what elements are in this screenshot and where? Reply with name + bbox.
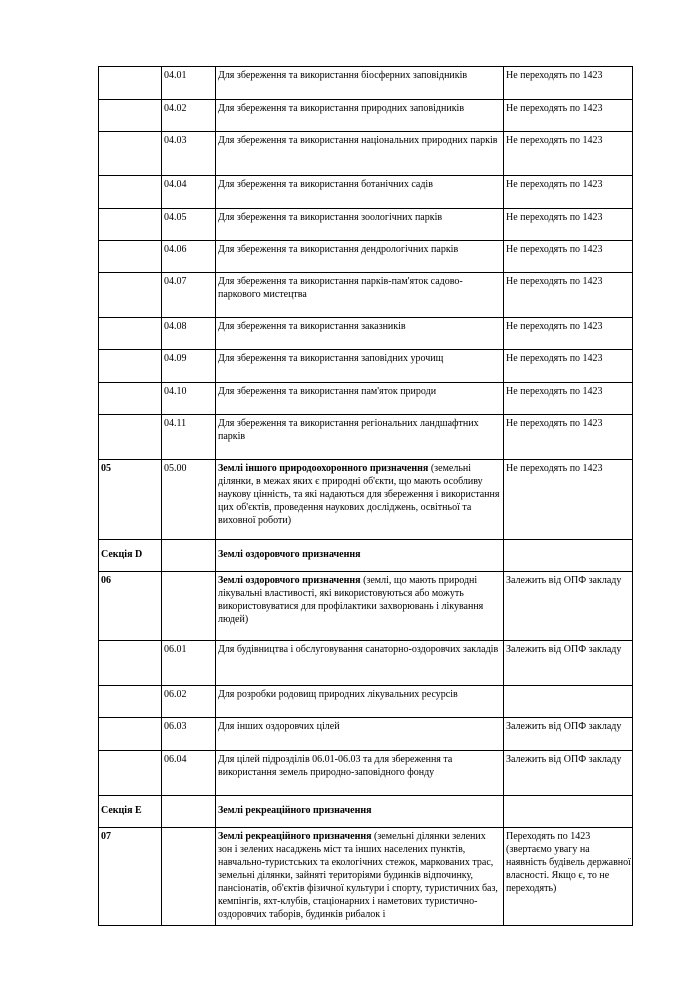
note-cell (504, 796, 633, 828)
table-row (99, 209, 633, 241)
description-cell (216, 415, 504, 460)
code-label: 05.00 (164, 463, 187, 474)
note-text: Не переходять по 1423 (506, 135, 603, 146)
code-cell (162, 67, 216, 100)
section-cell (99, 318, 162, 350)
note-cell (504, 132, 633, 176)
category-title: Землі іншого природоохоронного призначення (218, 463, 429, 474)
section-cell (99, 132, 162, 176)
table-row (99, 176, 633, 209)
note-text: Не переходять по 1423 (506, 276, 603, 287)
section-label: Секція E (101, 805, 142, 816)
note-cell (504, 572, 633, 641)
code-cell (162, 176, 216, 209)
description-text: Для інших оздоровчих цілей (218, 721, 340, 732)
code-cell (162, 241, 216, 273)
description-cell (216, 350, 504, 383)
code-label: 06.03 (164, 721, 187, 732)
code-cell (162, 828, 216, 926)
description-text: Для збереження та використання національних природних парків (218, 135, 498, 146)
description-text: Для збереження та використання заказників (218, 321, 406, 332)
description-cell (216, 686, 504, 718)
note-cell (504, 100, 633, 132)
section-cell (99, 100, 162, 132)
description-text: (землі, що мають природні лікувальні властивості, які використовуються або можуть використовуватися для профілактики захворювань і лікування людей) (218, 575, 484, 625)
section-cell (99, 572, 162, 641)
note-text: Залежить від ОПФ закладу (506, 644, 622, 655)
note-cell (504, 686, 633, 718)
table-row (99, 572, 633, 641)
code-label: 04.02 (164, 103, 187, 114)
note-text: Не переходять по 1423 (506, 418, 603, 429)
code-cell (162, 100, 216, 132)
note-text: Не переходять по 1423 (506, 353, 603, 364)
description-cell (216, 100, 504, 132)
description-cell (216, 241, 504, 273)
section-cell (99, 350, 162, 383)
description-cell (216, 132, 504, 176)
description-text: Для збереження та використання зоологічних парків (218, 212, 443, 223)
section-cell (99, 415, 162, 460)
section-cell (99, 828, 162, 926)
table-row (99, 828, 633, 926)
section-cell (99, 460, 162, 540)
code-cell (162, 572, 216, 641)
note-cell (504, 415, 633, 460)
section-cell (99, 209, 162, 241)
table-row (99, 350, 633, 383)
description-text: (земельні ділянки зелених зон і зелених насаджень міст та інших населених пунктів, навчально-туристських та екологічних стежок, маркованих трас, земельні ділянки, зайняті територіями будинків відпочинку, пансіонатів, об'єктів фізичної культури і спорту, туристичних баз, кемпінгів, яхт-клубів, стаціонарних і наметових туристично-оздоровчих таборів, будинків рибалок і (218, 831, 498, 920)
section-cell (99, 241, 162, 273)
section-cell (99, 641, 162, 686)
code-cell (162, 350, 216, 383)
table-body (99, 67, 633, 926)
table-row (99, 718, 633, 751)
description-cell (216, 460, 504, 540)
description-text: Для будівництва і обслуговування санаторно-оздоровчих закладів (218, 644, 499, 655)
section-cell (99, 176, 162, 209)
description-cell (216, 796, 504, 828)
note-cell (504, 460, 633, 540)
description-text: Для цілей підрозділів 06.01-06.03 та для збереження та використання земель природно-заповідного фонду (218, 754, 453, 778)
note-cell (504, 540, 633, 572)
table-row (99, 100, 633, 132)
description-text: Для збереження та використання пам'яток природи (218, 386, 437, 397)
description-text: Для збереження та використання заповідних урочищ (218, 353, 444, 364)
code-cell (162, 415, 216, 460)
code-label: 04.04 (164, 179, 187, 190)
section-label: 06 (101, 575, 111, 586)
description-cell (216, 641, 504, 686)
land-classification-table (98, 66, 633, 926)
note-cell (504, 209, 633, 241)
code-label: 04.03 (164, 135, 187, 146)
section-label: Секція D (101, 549, 143, 560)
description-text: Для збереження та використання дендрологічних парків (218, 244, 459, 255)
code-cell (162, 796, 216, 828)
note-text: Залежить від ОПФ закладу (506, 754, 622, 765)
note-cell (504, 67, 633, 100)
table-row (99, 67, 633, 100)
note-cell (504, 751, 633, 796)
note-cell (504, 318, 633, 350)
section-label: 05 (101, 463, 111, 474)
note-text: Переходять по 1423 (звертаємо увагу на наявність будівель державної власності. Якщо є, то не переходять) (506, 831, 631, 894)
note-cell (504, 176, 633, 209)
category-title: Землі оздоровчого призначення (218, 549, 361, 560)
note-text: Не переходять по 1423 (506, 70, 603, 81)
code-cell (162, 686, 216, 718)
table-row (99, 132, 633, 176)
section-cell (99, 67, 162, 100)
code-cell (162, 209, 216, 241)
table-row (99, 751, 633, 796)
code-cell (162, 718, 216, 751)
table-row (99, 383, 633, 415)
note-cell (504, 718, 633, 751)
note-cell (504, 383, 633, 415)
description-text: Для збереження та використання природних заповідників (218, 103, 465, 114)
table-row (99, 796, 633, 828)
description-cell (216, 209, 504, 241)
code-label: 04.07 (164, 276, 187, 287)
table-row (99, 273, 633, 318)
description-text: Для збереження та використання ботанічних садів (218, 179, 433, 190)
description-cell (216, 540, 504, 572)
code-label: 04.10 (164, 386, 187, 397)
code-cell (162, 318, 216, 350)
code-cell (162, 460, 216, 540)
note-text: Не переходять по 1423 (506, 244, 603, 255)
section-cell (99, 686, 162, 718)
note-cell (504, 241, 633, 273)
code-label: 04.11 (164, 418, 187, 429)
note-text: Не переходять по 1423 (506, 321, 603, 332)
description-text: Для розробки родовищ природних лікувальних ресурсів (218, 689, 458, 700)
section-cell (99, 718, 162, 751)
code-label: 04.05 (164, 212, 187, 223)
note-cell (504, 828, 633, 926)
category-title: Землі рекреаційного призначення (218, 831, 372, 842)
category-title: Землі оздоровчого призначення (218, 575, 361, 586)
description-cell (216, 273, 504, 318)
description-text: (земельні ділянки, в межах яких є природні об'єкти, що мають особливу наукову цінність, та які надаються для збереження і використання цих об'єктів, проведення наукових досліджень, освітньої та виховної роботи) (218, 463, 500, 526)
section-cell (99, 751, 162, 796)
code-cell (162, 540, 216, 572)
code-label: 04.08 (164, 321, 187, 332)
note-text: Не переходять по 1423 (506, 179, 603, 190)
table-row (99, 460, 633, 540)
section-cell (99, 540, 162, 572)
description-cell (216, 318, 504, 350)
section-cell (99, 383, 162, 415)
code-label: 04.01 (164, 70, 187, 81)
description-cell (216, 751, 504, 796)
note-text: Не переходять по 1423 (506, 463, 603, 474)
table-row (99, 686, 633, 718)
note-text: Не переходять по 1423 (506, 386, 603, 397)
table-row (99, 641, 633, 686)
section-cell (99, 273, 162, 318)
code-cell (162, 641, 216, 686)
code-cell (162, 751, 216, 796)
description-text: Для збереження та використання парків-пам'яток садово-паркового мистецтва (218, 276, 463, 300)
description-cell (216, 67, 504, 100)
description-cell (216, 572, 504, 641)
description-cell (216, 718, 504, 751)
description-cell (216, 828, 504, 926)
description-text: Для збереження та використання біосферних заповідників (218, 70, 468, 81)
table-row (99, 241, 633, 273)
code-label: 06.04 (164, 754, 187, 765)
description-cell (216, 383, 504, 415)
code-label: 04.09 (164, 353, 187, 364)
note-cell (504, 350, 633, 383)
table-row (99, 415, 633, 460)
description-text: Для збереження та використання регіональних ландшафтних парків (218, 418, 479, 442)
table-row (99, 318, 633, 350)
table-row (99, 540, 633, 572)
code-cell (162, 383, 216, 415)
code-cell (162, 132, 216, 176)
code-label: 06.01 (164, 644, 187, 655)
category-title: Землі рекреаційного призначення (218, 805, 372, 816)
note-cell (504, 641, 633, 686)
note-cell (504, 273, 633, 318)
code-label: 06.02 (164, 689, 187, 700)
description-cell (216, 176, 504, 209)
section-label: 07 (101, 831, 111, 842)
note-text: Залежить від ОПФ закладу (506, 721, 622, 732)
code-label: 04.06 (164, 244, 187, 255)
code-cell (162, 273, 216, 318)
note-text: Не переходять по 1423 (506, 103, 603, 114)
note-text: Не переходять по 1423 (506, 212, 603, 223)
section-cell (99, 796, 162, 828)
note-text: Залежить від ОПФ закладу (506, 575, 622, 586)
